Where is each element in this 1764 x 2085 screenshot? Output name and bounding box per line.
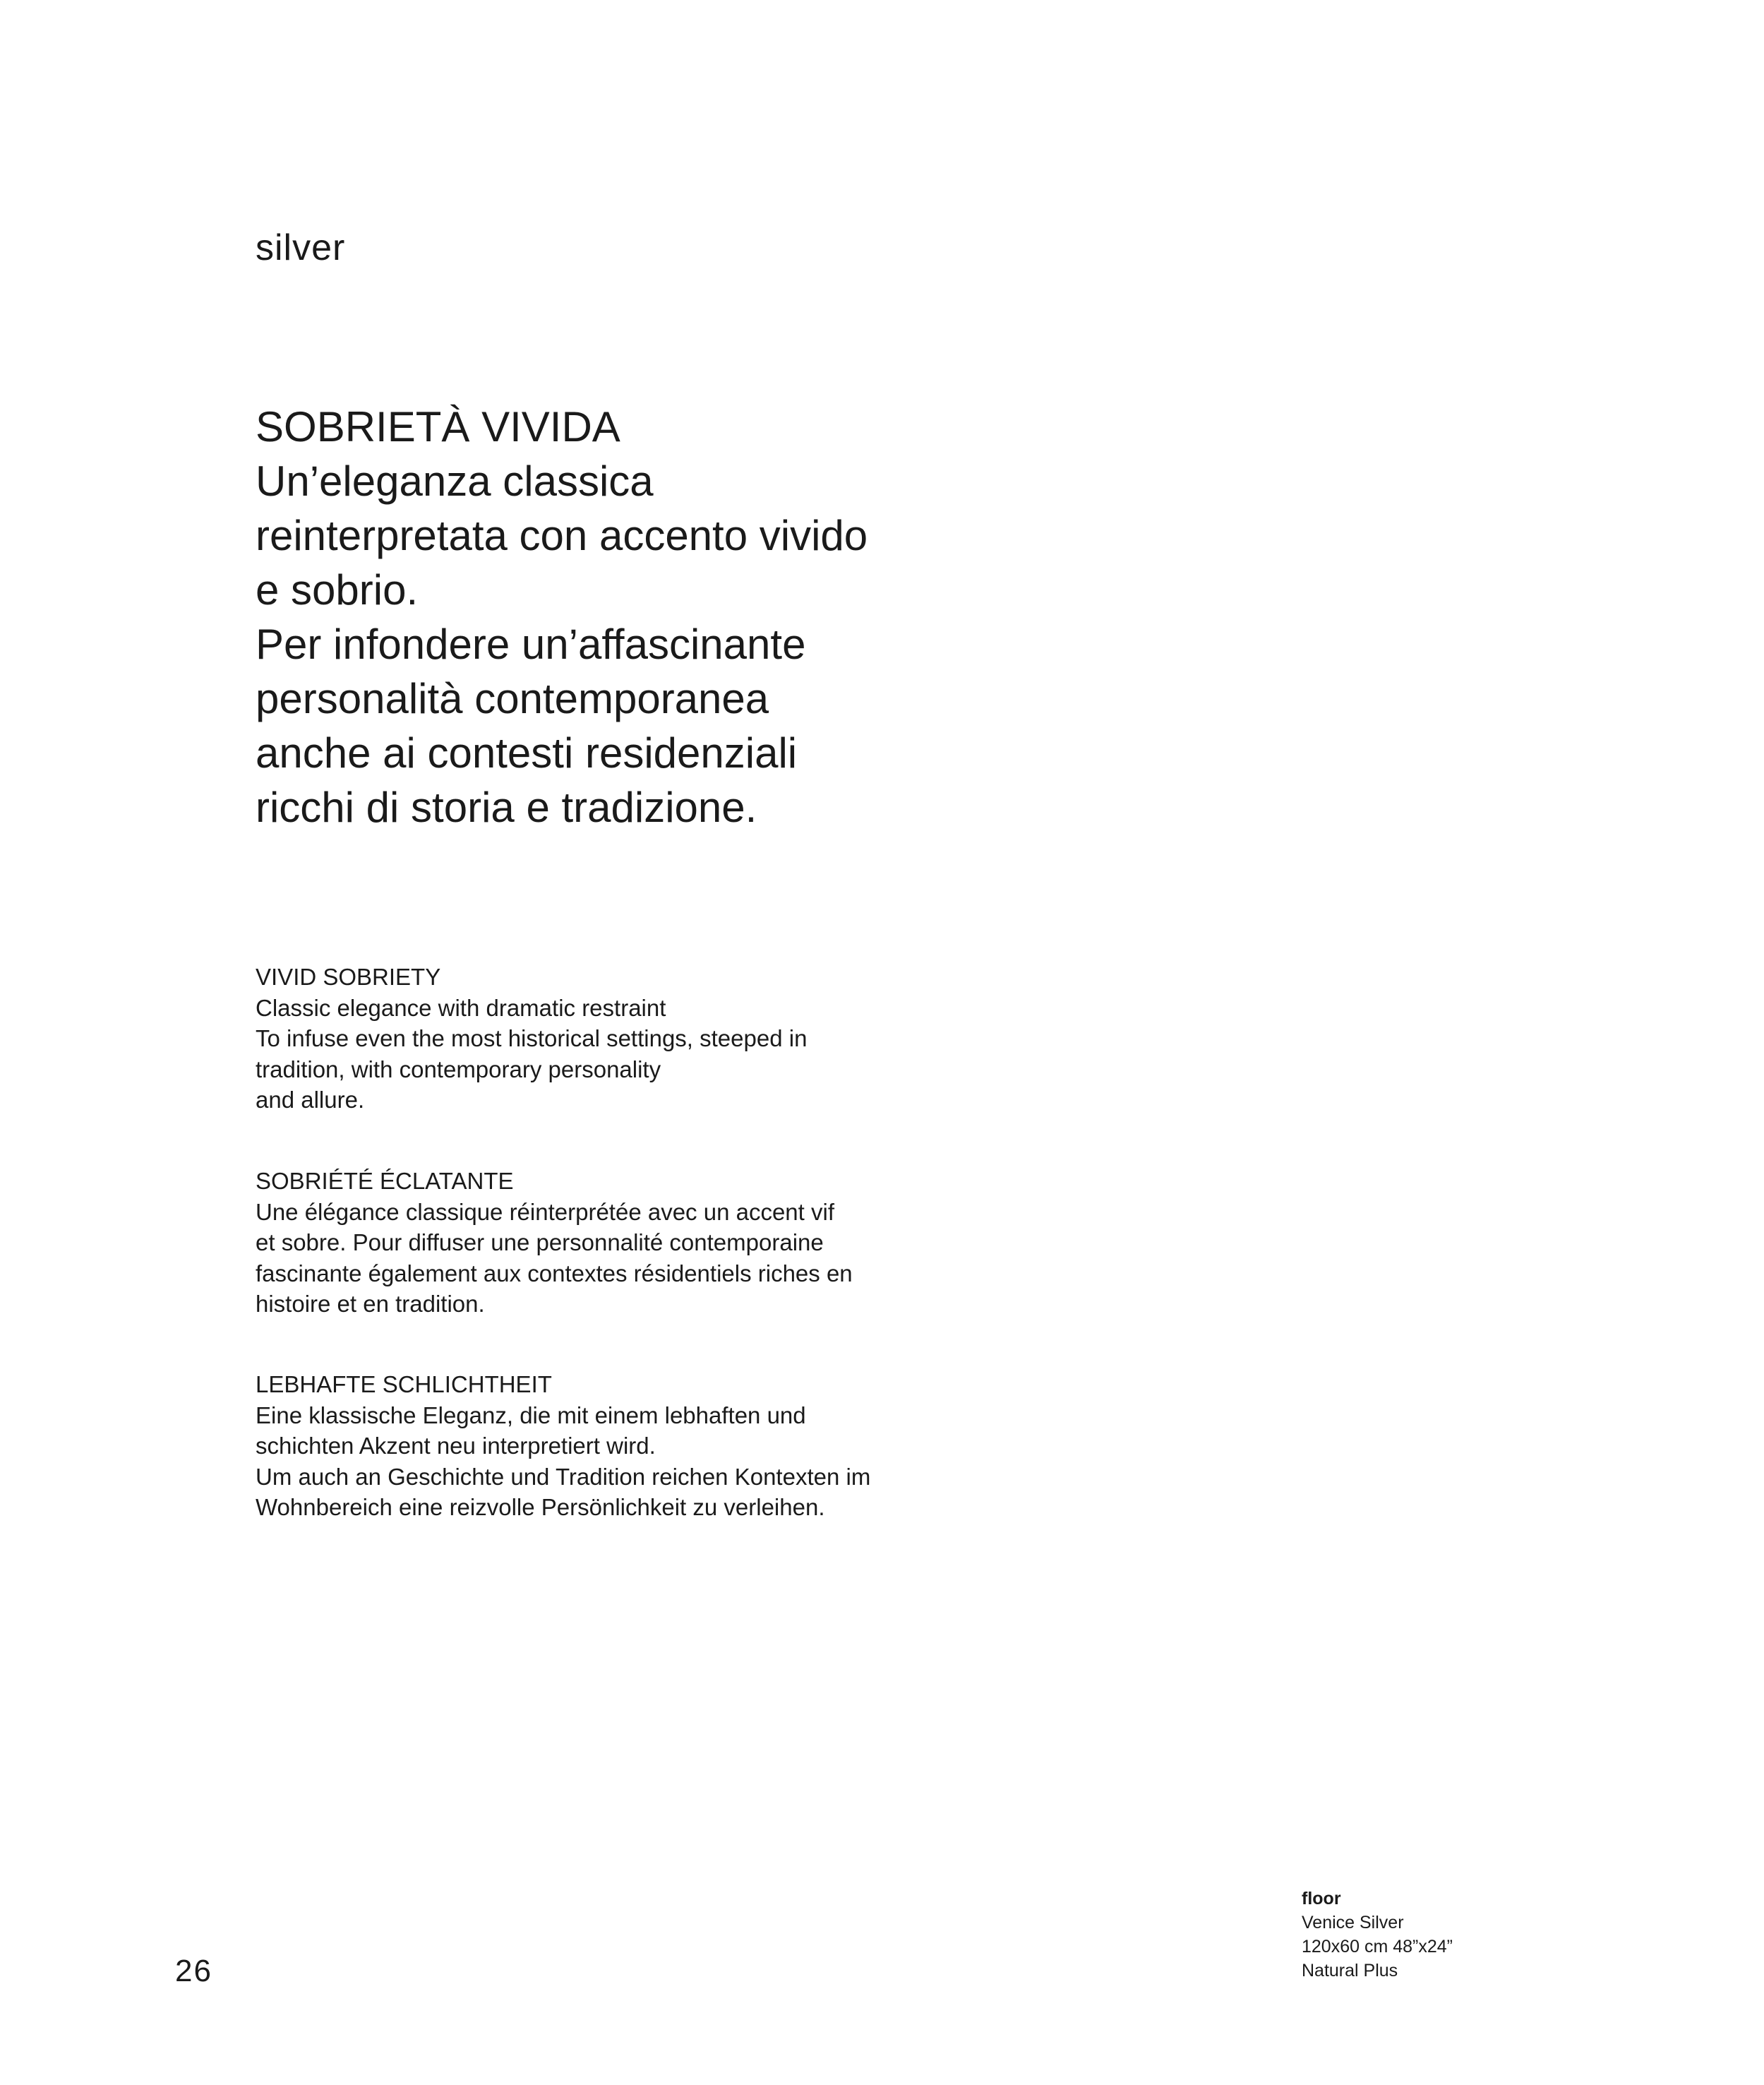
translation-line: Wohnbereich eine reizvolle Persönlichkeit zu verleihen. — [256, 1494, 825, 1520]
lead-title: SOBRIETÀ VIVIDA — [256, 403, 620, 450]
translation-title: SOBRIÉTÉ ÉCLATANTE — [256, 1168, 514, 1194]
lead-line: e sobrio. — [256, 566, 419, 614]
collection-name: silver — [256, 227, 346, 268]
lead-line: Per infondere un’affascinante — [256, 621, 806, 668]
translation-line: To infuse even the most historical settings, steeped in — [256, 1025, 808, 1051]
lead-line: Un’eleganza classica — [256, 458, 654, 505]
caption-product: Venice Silver — [1302, 1913, 1404, 1932]
translation-line: tradition, with contemporary personality — [256, 1056, 661, 1082]
translation-line: Classic elegance with dramatic restraint — [256, 994, 666, 1021]
translation-line: Eine klassische Eleganz, die mit einem lebhaften und — [256, 1402, 806, 1428]
translation-english — [256, 962, 997, 1116]
translation-line: et sobre. Pour diffuser une personnalité contemporaine — [256, 1229, 824, 1255]
caption-size: 120x60 cm 48”x24” — [1302, 1937, 1453, 1956]
lead-line: anche ai contesti residenziali — [256, 729, 798, 777]
translation-french — [256, 1166, 997, 1320]
caption-finish: Natural Plus — [1302, 1961, 1398, 1981]
translation-german — [256, 1369, 997, 1523]
translation-line: fascinante également aux contextes résidentiels riches en — [256, 1260, 853, 1286]
lead-text-italian — [256, 400, 1067, 835]
translation-line: Une élégance classique réinterprétée avec un accent vif — [256, 1198, 834, 1225]
lead-line: personalità contemporanea — [256, 675, 769, 722]
product-caption — [1302, 1887, 1453, 1983]
translation-title: VIVID SOBRIETY — [256, 964, 441, 990]
caption-label: floor — [1302, 1889, 1341, 1908]
translation-line: Um auch an Geschichte und Tradition reichen Kontexten im — [256, 1463, 871, 1490]
translation-line: schichten Akzent neu interpretiert wird. — [256, 1433, 656, 1459]
lead-line: ricchi di storia e tradizione. — [256, 784, 757, 831]
translation-line: histoire et en tradition. — [256, 1291, 485, 1317]
translation-line: and allure. — [256, 1087, 365, 1113]
page-number: 26 — [175, 1954, 212, 1988]
translation-title: LEBHAFTE SCHLICHTHEIT — [256, 1371, 552, 1397]
lead-line: reinterpretata con accento vivido — [256, 512, 868, 559]
